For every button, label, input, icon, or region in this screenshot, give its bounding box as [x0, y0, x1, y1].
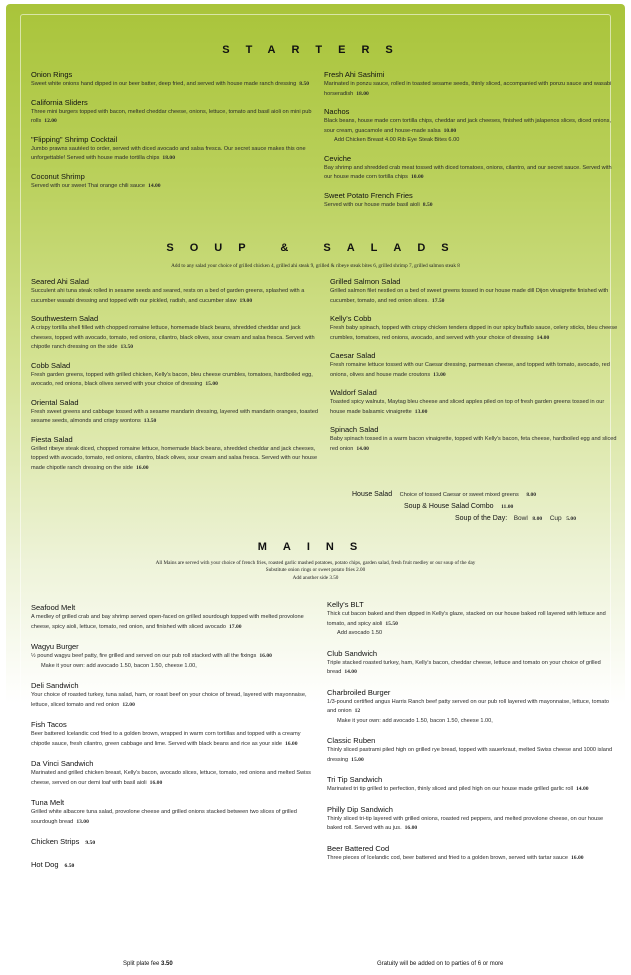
menu-item-price: 17.00: [228, 623, 242, 630]
menu-item-price: 16.00: [259, 653, 272, 659]
menu-item-hot-dog: [31, 860, 319, 871]
menu-item-desc-text: Grilled ribeye steak diced, chopped romaine lettuce, homemade black beans, shredded cheddar and jack cheeses, topped with avocado, tomato, red onions, cilantro, black olives, sour cream and salsa fresca. Served with our house made chipotle ranch dressing on the side: [31, 445, 318, 471]
mains-extra-side-note: Add another side 3.50: [292, 575, 339, 581]
menu-item-description: [31, 145, 319, 164]
menu-item-description: [327, 815, 615, 834]
menu-item-price: 12: [354, 708, 361, 714]
menu-item-description: [31, 652, 319, 662]
menu-item-price: 16.00: [149, 779, 163, 786]
starters-right-column: [324, 70, 612, 218]
menu-item-name: Seared Ahi Salad: [31, 277, 89, 286]
menu-item-description: [31, 613, 319, 632]
split-plate-label: Split plate fee: [123, 961, 160, 967]
split-plate-price: 3.50: [161, 961, 173, 967]
menu-item-price: 13.00: [414, 408, 428, 415]
menu-item-name: Fresh Ahi Sashimi: [324, 70, 385, 79]
menu-item-description: [330, 398, 618, 417]
menu-item-waldorf-salad: [330, 388, 618, 417]
menu-item-name: Beer Battered Cod: [327, 843, 390, 853]
menu-item-addons: Add Chicken Breast 4.00 Rib Eye Steak Bites 6.00: [334, 137, 460, 143]
salads-left-column: [31, 277, 319, 481]
menu-item-desc-text: Marinated in ponzu sauce, rolled in toasted sesame seeds, thinly sliced, accompanied with ponzu sauce and wasabi horseradish: [324, 81, 612, 97]
menu-item-description: [31, 182, 319, 192]
menu-item-price: 16.00: [570, 854, 584, 861]
menu-item-price: 14.00: [356, 445, 369, 452]
menu-item-grilled-salmon-salad: [330, 277, 618, 306]
menu-item-seafood-melt: [31, 603, 319, 632]
menu-item-name: Wagyu Burger: [31, 642, 79, 651]
menu-item-description: [31, 287, 319, 306]
menu-item-chicken-strips: [31, 837, 319, 848]
menu-item-desc-text: Black beans, house made corn tortilla chips, cheddar and jack cheeses, finished with jalapenos slices, diced onions, sour cream, guacamole and house-made salsa: [324, 118, 611, 134]
house-salad-desc: Choice of tossed Caesar or sweet mixed greens: [399, 492, 519, 498]
menu-item-name: Kelly's BLT: [327, 600, 364, 609]
menu-item-price: 9.50: [85, 840, 96, 846]
menu-item-fish-tacos: [31, 720, 319, 749]
menu-item-philly-dip-sandwich: [327, 805, 615, 834]
menu-item-price: 18.00: [356, 90, 369, 97]
mains-right-column: [327, 600, 615, 873]
menu-item-name: Tuna Melt: [31, 798, 65, 807]
menu-item-name: Philly Dip Sandwich: [327, 804, 393, 814]
soup-of-the-day: [352, 513, 612, 525]
menu-item-description: [327, 659, 615, 678]
menu-item-desc-text: Fresh sweet greens and cabbage tossed with a sesame mandarin dressing, layered with mandarin oranges, toasted sesame seeds, almonds and crispy wontons: [31, 408, 318, 424]
menu-item-beer-battered-cod: [327, 844, 615, 864]
menu-item-price: 14.00: [344, 669, 357, 675]
menu-item-desc-text: Beer battered Icelandic cod fried to a golden brown, wrapped in warm corn tortillas and topped with a creamy chipotle sauce, fresh cilantro, green cabbage and lime. Served with black beans and rice as your side: [31, 731, 301, 747]
menu-item-description: [330, 287, 618, 306]
mains-heading: MAINS: [257, 541, 374, 553]
soup-cup-price: 5.00: [566, 516, 577, 522]
combo-name: Soup & House Salad Combo: [404, 503, 494, 510]
menu-item-name: Kelly's Cobb: [330, 314, 372, 323]
menu-item-fresh-ahi-sashimi: [324, 70, 612, 99]
menu-item-description: [324, 80, 612, 99]
soup-cup-label: Cup: [549, 515, 562, 522]
soup-bowl-price: 8.00: [532, 516, 543, 522]
menu-item-price: 13.00: [433, 371, 446, 378]
menu-item-southwestern-salad: [31, 314, 319, 353]
menu-item-deli-sandwich: [31, 681, 319, 710]
menu-item-price: 16.00: [136, 464, 149, 471]
menu-item-cobb-salad: [31, 361, 319, 390]
menu-item-description: [330, 324, 618, 343]
menu-item-description: [327, 785, 615, 795]
menu-item-description: [324, 201, 612, 211]
menu-item-price: 16.00: [284, 740, 298, 747]
menu-item-description: [324, 117, 612, 136]
menu-item-addons: Add avocado 1.50: [337, 630, 383, 636]
menu-item-price: 8.50: [299, 81, 310, 87]
menu-item-description: [31, 769, 319, 788]
menu-item-name: Grilled Salmon Salad: [330, 277, 401, 286]
menu-item-price: 10.00: [443, 127, 457, 134]
gratuity-note: Gratuity will be added on to parties of 6 or more: [377, 961, 504, 967]
menu-item-name: Fish Tacos: [31, 720, 67, 729]
menu-item-desc-text: Fresh garden greens, topped with grilled chicken, Kelly's bacon, bleu cheese crumbles, tomatoes, hardboiled egg, avocado, red onions, black olives served with your choice of dressing: [31, 371, 313, 387]
soup-salad-combo: [352, 501, 612, 513]
menu-item-onion-rings: [31, 70, 319, 90]
soup-bowl-label: Bowl: [513, 515, 528, 522]
menu-item-name: Sweet Potato French Fries: [324, 190, 413, 200]
menu-item-kelly-s-blt: [327, 600, 615, 639]
menu-item-ceviche: [324, 154, 612, 183]
menu-item-desc-text: A crispy tortilla shell filled with chopped romaine lettuce, homemade black beans, shredded cheddar and jack cheeses, topped with avocado, tomato, red onions, cilantro, black olives, sour cream and salsa fresca. Served with chipotle ranch dressing on the side: [31, 325, 315, 350]
menu-item-desc-text: Grilled salmon filet nestled on a bed of sweet greens tossed in our house made dill Dijon vinaigrette finished with cucumber, tomato, and red onion slices.: [330, 288, 609, 304]
menu-item-price: 6.50: [64, 863, 75, 869]
starters-heading: STARTERS: [222, 44, 409, 56]
menu-item-tuna-melt: [31, 798, 319, 827]
menu-item-desc-text: A medley of grilled crab and bay shrimp served open-faced on grilled sourdough topped with melted provolone cheese, spicy aioli, lettuce, tomato, red onion, and finished with sliced avocado: [31, 614, 304, 630]
menu-item-desc-text: Three pieces of Icelandic cod, beer battered and fried to a golden brown, served with tartar sauce: [327, 854, 568, 861]
menu-item-name: Waldorf Salad: [330, 388, 377, 397]
menu-item-oriental-salad: [31, 398, 319, 427]
menu-item-desc-text: Marinated and grilled chicken breast, Kelly's bacon, avocado slices, lettuce, tomato, red onions and melted Swiss cheese, served on our demi loaf with basil aioli: [31, 770, 311, 786]
salad-addons-note: Add to any salad your choice of grilled chicken 4, grilled ahi steak 9, grilled & ribeye steak bites 6, grilled shrimp 7, grilled salmon steak 8: [171, 263, 460, 269]
house-salad-name: House Salad: [352, 491, 393, 498]
starters-left-column: [31, 70, 319, 199]
menu-item-price: 13.50: [143, 418, 157, 424]
menu-item-desc-text: Baby spinach tossed in a warm bacon vinaigrette, topped with Kelly's bacon, feta cheese, hardboiled egg and sliced red onion: [330, 436, 617, 452]
menu-item-california-sliders: [31, 98, 319, 127]
soup-salads-heading: SOUP & SALADS: [166, 242, 465, 254]
menu-item-club-sandwich: [327, 649, 615, 678]
menu-item-classic-ruben: [327, 736, 615, 765]
menu-item-sweet-potato-french-fries: [324, 191, 612, 211]
menu-item-desc-text: Three mini burgers topped with bacon, melted cheddar cheese, onions, lettuce, tomato and basil aioli on mini pub rolls: [31, 108, 312, 124]
combo-price: 11.00: [501, 504, 514, 510]
menu-item-coconut-shrimp: [31, 172, 319, 192]
menu-item-line: [31, 860, 319, 871]
menu-item-desc-text: Served with our house made basil aioli: [324, 201, 420, 208]
mains-sides-note: All Mains are served with your choice of french fries, roasted garlic mashed potatoes, potato chips, garden salad, fresh fruit medley or our soup of the day: [155, 560, 476, 566]
menu-item-description: [31, 324, 319, 353]
menu-item-desc-text: Sweet white onions hand dipped in our beer batter, deep fried, and served with house made ranch dressing: [31, 81, 297, 87]
menu-item-desc-text: Jumbo prawns sautéed to order, served with diced avocado and salsa fresca. Our secret sauce makes this one unforgettable! Served with house made tortilla chips: [31, 145, 306, 161]
soup-options: [352, 489, 612, 525]
menu-item-name: California Sliders: [31, 97, 88, 107]
menu-item-da-vinci-sandwich: [31, 759, 319, 788]
menu-item-name: Club Sandwich: [327, 648, 378, 658]
soup-day-name: Soup of the Day:: [455, 515, 508, 522]
mains-left-column: [31, 603, 319, 883]
menu-item-price: 12.00: [44, 118, 57, 124]
salads-right-column: [330, 277, 618, 462]
menu-item-name: Tri Tip Sandwich: [327, 775, 383, 784]
menu-item-caesar-salad: [330, 351, 618, 380]
menu-item-desc-text: Triple stacked roasted turkey, ham, Kelly's bacon, cheddar cheese, lettuce and tomato on your choice of grilled bread: [327, 659, 601, 675]
menu-item-addons: Make it your own: add avocado 1.50, bacon 1.50, cheese 1.00,: [337, 717, 493, 724]
menu-item-price: 17.50: [431, 297, 445, 304]
menu-item-price: 18.00: [162, 155, 176, 161]
mains-substitute-note: Substitute onion rings or sweet potato fries 2.00: [265, 567, 366, 573]
house-salad-price: 8.00: [526, 492, 537, 498]
menu-item-name: Classic Ruben: [327, 736, 376, 745]
menu-item-price: 8.50: [422, 201, 433, 208]
menu-item-description: [31, 408, 319, 427]
menu-item-price: 13.00: [76, 818, 89, 825]
menu-item-spinach-salad: [330, 425, 618, 454]
menu-item-desc-text: 1/3-pound certified angus Harris Ranch beef patty served on our pub roll layered with mayonnaise, lettuce, tomato and onion: [327, 698, 610, 714]
menu-item-desc-text: Toasted spicy walnuts, Maytag bleu cheese and sliced apples piled on top of fresh garden greens tossed in our house made balsamic vinaigrette: [330, 399, 605, 415]
menu-item-name: Da Vinci Sandwich: [31, 759, 94, 768]
menu-item-nachos: [324, 107, 612, 146]
menu-item-description: [327, 698, 615, 717]
menu-item-description: [31, 108, 319, 127]
menu-item-desc-text: Succulent ahi tuna steak rolled in sesame seeds and seared, rests on a bed of garden greens, splashed with a cucumber wasabi dressing and topped with our pickled, radish, and cucumber slaw: [31, 288, 305, 304]
menu-item-desc-text: Thinly sliced pastrami piled high on grilled rye bread, topped with sauerkraut, melted Swiss cheese and 1000 island dressing: [327, 747, 613, 763]
menu-item-price: 16.00: [404, 825, 418, 831]
menu-item-desc-text: Thick cut bacon baked and then dipped in Kelly's glaze, stacked on our house baked roll layered with lettuce and tomato, and spicy aioli: [327, 611, 606, 627]
menu-item-name: Chicken Strips: [31, 837, 80, 846]
menu-item-price: 14.00: [536, 334, 550, 341]
split-plate-fee: [123, 961, 173, 967]
menu-item-charbroiled-burger: [327, 688, 615, 727]
menu-item-description: [330, 361, 618, 380]
menu-item-desc-text: Marinated tri tip grilled to perfection, thinly sliced and piled high on our house made grilled garlic roll: [327, 786, 573, 792]
menu-item-desc-text: Grilled white albacore tuna salad, provolone cheese and grilled onions stacked between two slices of grilled sourdough bread: [31, 809, 297, 825]
menu-item-desc-text: Served with our sweet Thai orange chili sauce: [31, 182, 146, 189]
menu-item-name: Nachos: [324, 107, 350, 116]
menu-item-price: 14.00: [575, 786, 589, 792]
menu-item-description: [31, 80, 319, 90]
menu-item-wagyu-burger: [31, 642, 319, 671]
menu-item-price: 12.00: [122, 701, 135, 708]
menu-item-seared-ahi-salad: [31, 277, 319, 306]
menu-item-price: 14.00: [148, 182, 161, 189]
house-salad: [352, 489, 612, 501]
menu-item-price: 15.50: [385, 620, 398, 627]
menu-item-name: Coconut Shrimp: [31, 171, 85, 181]
menu-item-flipping-shrimp-cocktail: [31, 135, 319, 164]
menu-item-price: 13.50: [120, 344, 134, 350]
menu-item-name: Seafood Melt: [31, 603, 76, 612]
menu-item-desc-text: ½ pound wagyu beef patty, fire grilled and served on our pub roll stacked with all the fixings: [31, 653, 257, 659]
menu-item-desc-text: Fresh baby spinach, topped with crispy chicken tenders dipped in our spicy buffalo sauce, celery sticks, bleu cheese crumbles, tomatoes, red onions, avocado, and served with your choice of dressing: [330, 325, 618, 341]
menu-item-name: Spinach Salad: [330, 425, 379, 434]
menu-item-addons: Make it your own: add avocado 1.50, bacon 1.50, cheese 1.00,: [41, 662, 197, 669]
menu-item-desc-text: Your choice of roasted turkey, tuna salad, ham, or roast beef on your choice of bread, layered with mayonnaise, lettuce, sliced tomato and red onion: [31, 692, 307, 708]
menu-item-kelly-s-cobb: [330, 314, 618, 343]
menu-item-description: [31, 371, 319, 390]
menu-item-description: [31, 808, 319, 827]
menu-item-name: Caesar Salad: [330, 351, 376, 360]
menu-item-description: [31, 730, 319, 749]
menu-item-price: 15.00: [205, 381, 218, 387]
menu-item-description: [327, 854, 615, 864]
menu-item-description: [31, 691, 319, 710]
menu-item-name: Hot Dog: [31, 860, 59, 869]
menu-item-desc-text: Thinly sliced tri-tip layered with grilled onions, roasted red peppers, and melted provolone cheese, on our house baked roll. Served with au jus.: [327, 815, 604, 831]
menu-item-price: 19.00: [239, 297, 253, 304]
menu-item-name: Ceviche: [324, 153, 352, 163]
menu-item-description: [327, 746, 615, 765]
menu-item-line: [31, 837, 319, 848]
menu-item-name: Oriental Salad: [31, 397, 79, 407]
menu-item-price: 15.00: [351, 756, 364, 763]
menu-item-description: [330, 435, 618, 454]
menu-item-description: [324, 164, 612, 183]
menu-item-name: Onion Rings: [31, 70, 73, 79]
menu-item-tri-tip-sandwich: [327, 775, 615, 795]
menu-item-name: Deli Sandwich: [31, 681, 79, 690]
menu-item-description: [327, 610, 615, 629]
menu-item-desc-text: Fresh romaine lettuce tossed with our Caesar dressing, parmesan cheese, and topped with tomato, avocado, red onions, olives and house made croutons: [330, 362, 610, 378]
menu-item-name: Cobb Salad: [31, 360, 71, 370]
menu-item-name: Charbroiled Burger: [327, 687, 391, 697]
menu-item-name: "Flipping" Shrimp Cocktail: [31, 134, 118, 144]
menu-item-price: 10.00: [410, 174, 424, 180]
menu-item-description: [31, 445, 319, 474]
menu-item-desc-text: Bay shrimp and shredded crab meat tossed with diced tomatoes, onions, cilantro, and our secret sauce. Served with our house made corn tortilla chips: [324, 164, 612, 180]
menu-item-name: Southwestern Salad: [31, 314, 99, 323]
menu-item-name: Fiesta Salad: [31, 434, 73, 444]
menu-item-fiesta-salad: [31, 435, 319, 474]
